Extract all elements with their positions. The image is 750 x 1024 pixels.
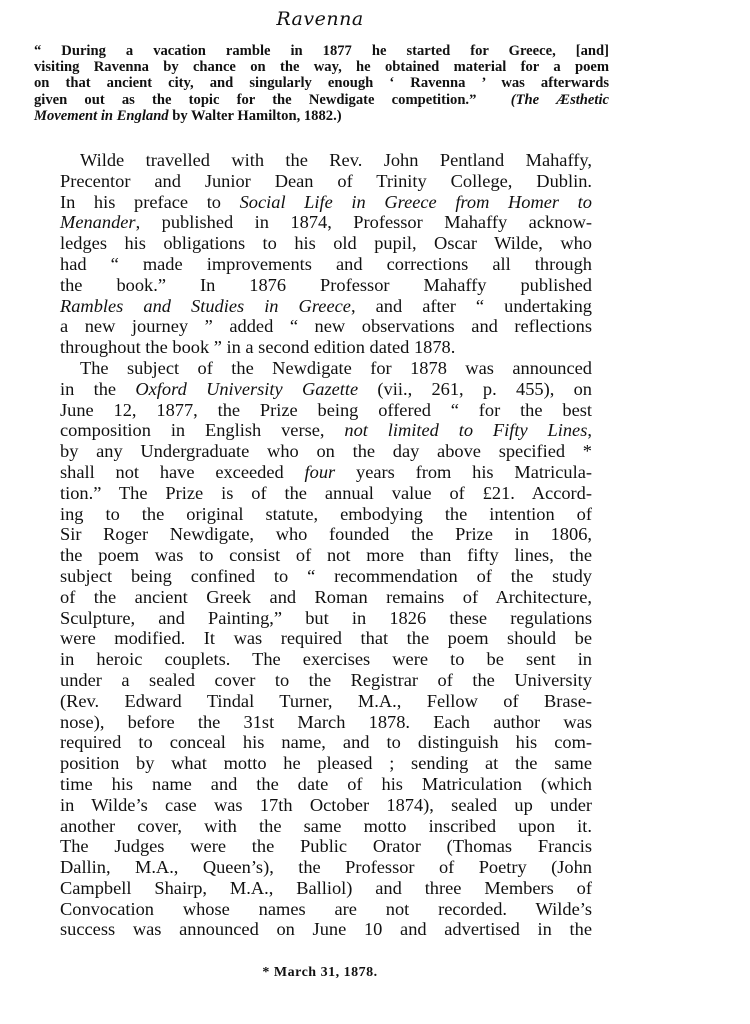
text-line: a new journey ” added “ new observations and reflections	[60, 316, 592, 337]
text-fragment: in the	[60, 378, 136, 399]
text-line: the book.” In 1876 Professor Mahaffy published	[60, 274, 592, 295]
epigraph-source-author: by Walter Hamilton, 1882.)	[168, 107, 342, 124]
epigraph-line	[34, 108, 609, 124]
text-line: of the ancient Greek and Roman remains of Architecture,	[60, 586, 592, 607]
text-line: nose), before the 31st March 1878. Each author was	[60, 711, 592, 732]
body-text	[60, 150, 592, 940]
text-line: subject being confined to “ recommendation of the study	[60, 565, 592, 586]
text-line: tion.” The Prize is of the annual value of £21. Accord-	[60, 482, 592, 503]
text-line: The subject of the Newdigate for 1878 was announced	[80, 357, 592, 378]
text-line: throughout the book ” in a second edition dated 1878.	[60, 337, 456, 358]
epigraph-text: given out as the topic for the Newdigate competition.”	[34, 91, 477, 108]
text-line: position by what motto he pleased ; sending at the same	[60, 753, 592, 774]
text-line: time his name and the date of his Matriculation (which	[60, 773, 592, 794]
text-line: Sculpture, and Painting,” but in 1826 these regulations	[60, 607, 592, 628]
periodical-title: Oxford University Gazette	[135, 378, 359, 399]
epigraph-source-title-cont: Movement in England	[34, 107, 169, 124]
text-line: ing to the original statute, embodying the intention of	[60, 503, 592, 524]
emphasis: not limited to Fifty Lines	[344, 420, 588, 441]
text-line: Sir Roger Newdigate, who founded the Prize in 1806,	[60, 524, 592, 545]
text-line: had “ made improvements and corrections all through	[60, 253, 592, 274]
text-line	[60, 379, 592, 400]
text-line	[60, 212, 592, 233]
epigraph-line: “ During a vacation ramble in 1877 he started for Greece, [and]	[34, 43, 609, 59]
text-fragment: (vii., 261, p. 455), on	[358, 378, 592, 399]
book-title: Rambles and Studies in Greece	[60, 295, 351, 316]
text-line: Campbell Shairp, M.A., Balliol) and three Members of	[60, 877, 592, 898]
emphasis: four	[304, 461, 336, 482]
running-head: Ravenna	[276, 8, 364, 30]
text-fragment: shall not have exceeded	[60, 461, 305, 482]
epigraph-quote	[34, 43, 609, 124]
epigraph-line: visiting Ravenna by chance on the way, he obtained material for a poem	[34, 59, 609, 76]
text-line: (Rev. Edward Tindal Turner, M.A., Fellow of Brase-	[60, 690, 592, 711]
text-line: success was announced on June 10 and advertised in the	[60, 919, 592, 940]
text-line: The Judges were the Public Orator (Thomas Francis	[60, 836, 592, 857]
text-line: Precentor and Junior Dean of Trinity College, Dublin.	[60, 170, 592, 191]
text-fragment: composition in English verse,	[60, 420, 345, 441]
text-line	[60, 296, 592, 317]
text-line: Dallin, M.A., Queen’s), the Professor of Poetry (John	[60, 857, 592, 878]
text-line: were modified. It was required that the poem should be	[60, 628, 592, 649]
text-line: Wilde travelled with the Rev. John Pentland Mahaffy,	[80, 150, 592, 170]
text-line: the poem was to consist of not more than fifty lines, the	[60, 545, 592, 566]
epigraph-source-title: (The Æsthetic	[510, 91, 609, 108]
text-line: in heroic couplets. The exercises were to be sent in	[60, 649, 592, 670]
text-fragment: , published in 1874, Professor Mahaffy acknow-	[135, 212, 592, 233]
text-line: by any Undergraduate who on the day above specified *	[60, 441, 592, 462]
text-line: in Wilde’s case was 17th October 1874), sealed up under	[60, 794, 592, 815]
text-line: another cover, with the same motto inscribed upon it.	[60, 815, 592, 836]
text-fragment: , and after “ undertaking	[350, 295, 592, 316]
text-line: June 12, 1877, the Prize being offered “ for the best	[60, 399, 592, 420]
book-title: Menander	[60, 212, 136, 233]
epigraph-line: on that ancient city, and singularly enough ‘ Ravenna ’ was afterwards	[34, 75, 609, 92]
book-title: Social Life in Greece from Homer to	[239, 191, 592, 212]
text-fragment: years from his Matricula-	[335, 461, 592, 482]
text-line	[60, 192, 592, 213]
text-line: required to conceal his name, and to distinguish his com-	[60, 732, 592, 753]
text-line: Convocation whose names are not recorded. Wilde’s	[60, 898, 592, 919]
text-line	[60, 462, 592, 483]
footnote: * March 31, 1878.	[262, 965, 378, 980]
text-fragment: In his preface to	[60, 191, 240, 212]
text-line: under a sealed cover to the Registrar of the University	[60, 669, 592, 690]
epigraph-line	[34, 92, 609, 108]
text-line	[60, 420, 592, 441]
text-line: ledges his obligations to his old pupil, Oscar Wilde, who	[60, 233, 592, 254]
text-fragment: ,	[587, 420, 592, 441]
